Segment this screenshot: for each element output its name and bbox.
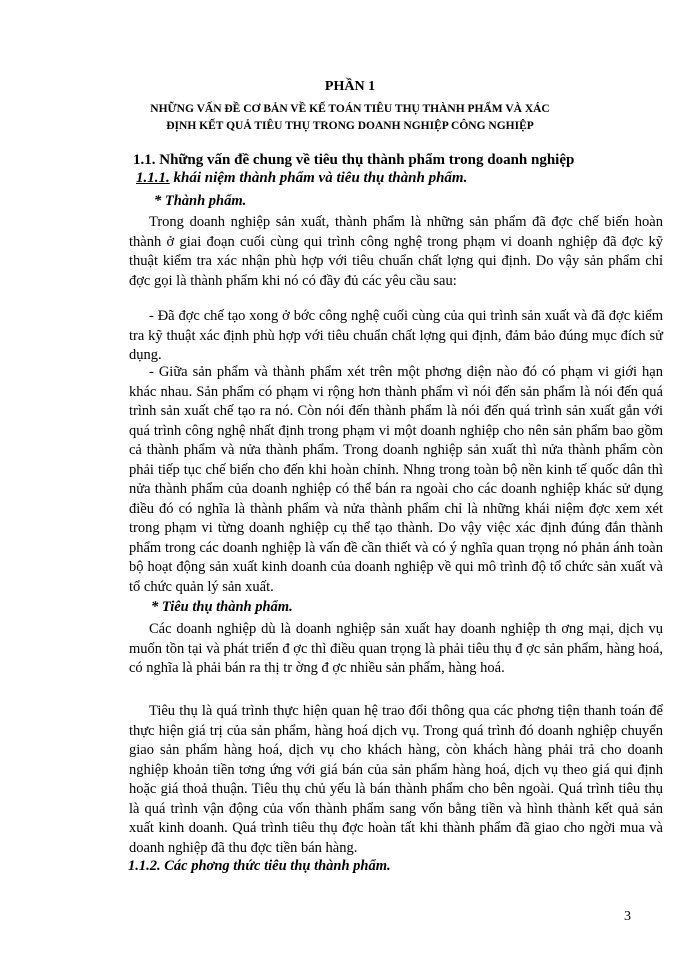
chapter-title-line-1: NHỮNG VẤN ĐỀ CƠ BẢN VỀ KẾ TOÁN TIÊU THỤ THÀNH PHẨM VÀ XÁC <box>150 103 550 115</box>
part-title: PHẦN 1 <box>324 79 376 94</box>
paragraph-1: Trong doanh nghiệp sản xuất, thành phẩm là những sản phẩm đã đợc chế biến hoàn thành ở giai đoạn cuối cùng qui trình công nghệ trong phạm vi doanh nghiệp đã đợc kỹ thuật kiểm tra xác nhận phù hợp với tiêu chuẩn chất lợng qui định. Do vậy sản phẩm chỉ đợc gọi là thành phẩm khi nó có đầy đủ các yêu cầu sau: <box>129 214 663 289</box>
subheading-thanh-pham: * Thành phẩm. <box>154 193 247 209</box>
section-title-1-1-1: khái niệm thành phẩm và tiêu thụ thành phẩm. <box>169 170 468 186</box>
paragraph-5: Tiêu thụ là quá trình thực hiện quan hệ trao đổi thông qua các phơng tiện thanh toán để thực hiện giá trị của sản phẩm, hàng hoá dịch vụ. Trong quá trình đó doanh nghiệp chuyển giao sản phẩm hàng hoá, dịch vụ cho khách hàng, còn khách hàng phải trả cho doanh nghiệp khoản tiền tơng ứng với giá bán của sản phẩm hàng hoá, dịch vụ theo giá qui định hoặc giá thoả thuận. Tiêu thụ chủ yếu là bán thành phẩm cho bên ngoài. Quá trình tiêu thụ là quá trình vận động của vốn thành phẩm sang vốn bằng tiền và hình thành kết quả sản xuất kinh doanh. Quá trình tiêu thụ đợc hoàn tất khi thành phẩm đã giao cho ngời mua và doanh nghiệp đã thu đợc tiền bán hàng. <box>129 703 663 856</box>
section-heading-1-1: 1.1. Những vấn đề chung về tiêu thụ thành phẩm trong doanh nghiệp <box>133 152 575 168</box>
paragraph-4: Các doanh nghiệp dù là doanh nghiệp sản xuất hay doanh nghiệp th ơng mại, dịch vụ muốn tồn tại và phát triển đ ợc thì điều quan trọng là phải tiêu thụ đ ợc sản phẩm, hàng hoá, có nghĩa là phải bán ra thị tr ờng đ ợc nhiều sản phẩm, hàng hoá. <box>129 621 663 676</box>
chapter-title-line-2: ĐỊNH KẾT QUẢ TIÊU THỤ TRONG DOANH NGHIỆP CÔNG NGHIỆP <box>166 120 534 132</box>
subheading-tieu-thu: * Tiêu thụ thành phẩm. <box>151 599 293 615</box>
paragraph-2: - Đã đợc chế tạo xong ở bớc công nghệ cuối cùng của qui trình sản xuất và đã đợc kiểm tra kỹ thuật xác định phù hợp với tiêu chuẩn chất lợng qui định, đảm bảo đúng mục đích sử dụng. <box>129 308 663 363</box>
paragraph-3: - Giữa sản phẩm và thành phẩm xét trên một phơng diện nào đó có phạm vi giới hạn khác nhau. Sản phẩm có phạm vi rộng hơn thành phẩm vì nói đến sản phẩm là nói đến quá trình sản xuất chế tạo ra nó. Còn nói đến thành phẩm là nói đến quá trình sản xuất gắn với quá trình công nghệ nhất định trong phạm vi một doanh nghiệp cho nên sản phẩm bao gồm cả thành phẩm và nửa thành phẩm. Trong doanh nghiệp sản xuất thì nửa thành phẩm còn phải tiếp tục chế biến cho đến khi hoàn chỉnh. Nhng trong toàn bộ nền kinh tế quốc dân thì nửa thành phẩm của doanh nghiệp có thể bán ra ngoài cho các doanh nghiệp khác sử dụng điều đó có nghĩa là thành phẩm và nửa thành phẩm chỉ là những khái niệm đợc xem xét trong phạm vi từng doanh nghiệp cụ thể tạo thành. Do vậy việc xác định đúng đắn thành phẩm trong các doanh nghiệp là vấn đề cần thiết và có ý nghĩa quan trọng nó phản ánh toàn bộ hoạt động sản xuất kinh doanh của doanh nghiệp về qui mô trình độ tổ chức sản xuất và tổ chức quản lý sản xuất. <box>129 364 663 595</box>
section-heading-1-1-1 <box>136 170 467 187</box>
section-number-1-1-1: 1.1.1. <box>136 170 170 186</box>
page-number: 3 <box>624 909 631 924</box>
section-heading-1-1-2: 1.1.2. Các phơng thức tiêu thụ thành phẩm. <box>128 858 391 874</box>
